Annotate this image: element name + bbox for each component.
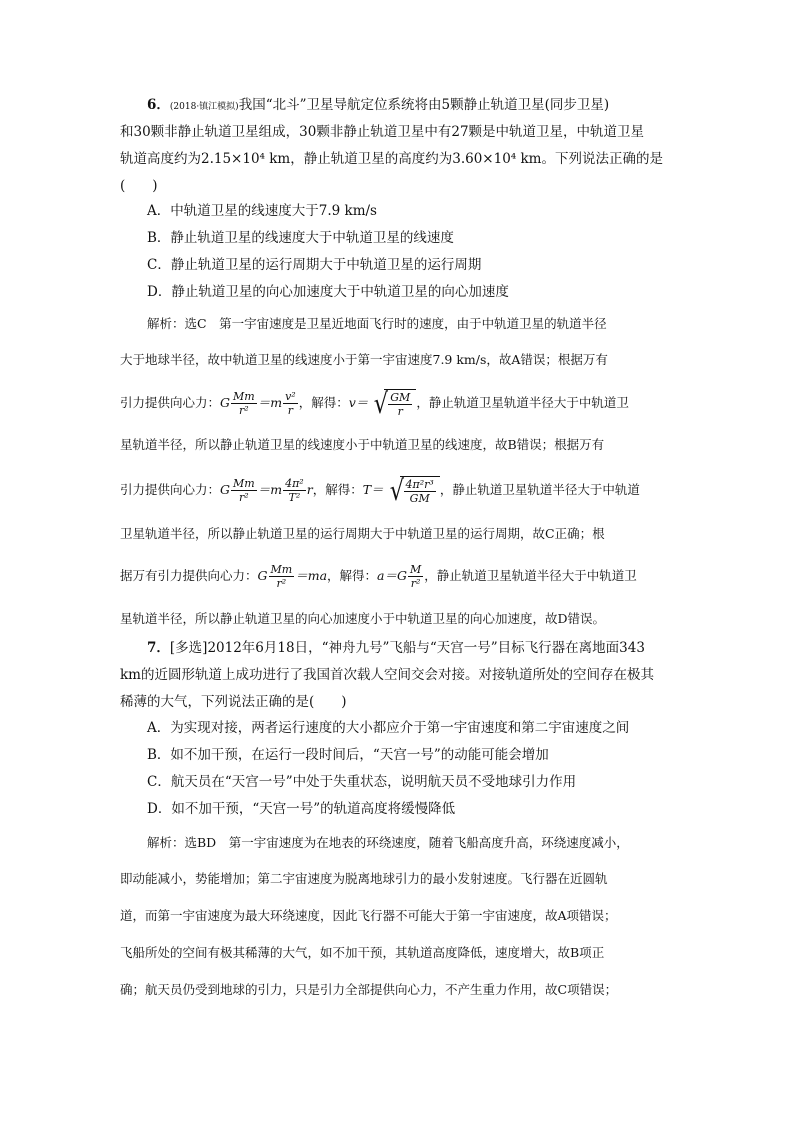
analysis-6-line-5c: ，静止轨道卫星轨道半径大于中轨道 [439, 482, 640, 497]
question-6-line-1 [120, 92, 678, 119]
question-6-text-1: 我国“北斗”卫星导航定位系统将由5颗静止轨道卫星(同步卫星) [238, 97, 610, 113]
question-7-stem [120, 635, 678, 716]
analysis-6-line-5 [120, 474, 640, 507]
analysis-6-line-3b: ，解得： [298, 395, 349, 410]
question-7-option-b: B．如不加干预，在运行一段时间后，“天宫一号”的动能可能会增加 [147, 747, 549, 763]
formula-velocity: v＝ √ $\frac{GM}{r}$ [349, 395, 417, 410]
question-6-line-2: 和30颗非静止轨道卫星组成，30颗非静止轨道卫星中有27颗是中轨道卫星，中轨道卫星 [120, 124, 645, 140]
analysis-7-line-2: 即动能减小，势能增加；第二宇宙速度为脱离地球引力的最小发射速度。飞行器在近圆轨 [120, 871, 608, 886]
analysis-6-line-2: 大于地球半径，故中轨道卫星的线速度小于第一宇宙速度7.9 km/s，故A错误；根据万有 [120, 352, 608, 367]
analysis-6-line-3c: ，静止轨道卫星轨道半径大于中轨道卫 [416, 395, 629, 410]
formula-acceleration: a＝G $\frac{M}{\text{r²}}$ [377, 563, 422, 590]
analysis-7-line-4: 飞船所处的空间有极其稀薄的大气，如不加干预，其轨道高度降低，速度增大，故B项正 [120, 945, 605, 960]
analysis-6-line-5a: 引力提供向心力： [120, 482, 221, 497]
question-7-tag: [多选] [169, 640, 208, 656]
analysis-7-line-1: 解析：选BD 第一宇宙速度为在地表的环绕速度，随着飞船高度升高，环绕速度减小， [147, 835, 629, 850]
question-6-number: 6． [147, 97, 170, 113]
formula-gravity-velocity: G $\frac{Mm}{\text{r²}}$ ＝m $\frac{\text{v²}}{r}$ [220, 390, 296, 417]
analysis-6-line-3a: 引力提供向心力： [120, 395, 221, 410]
analysis-7-line-5: 确；航天员仍受到地球的引力，只是引力全部提供向心力，不产生重力作用，故C项错误； [120, 982, 618, 997]
question-6-line-4: ( ) [120, 178, 158, 194]
question-7-option-c: C．航天员在“天宫一号”中处于失重状态，说明航天员不受地球引力作用 [147, 774, 577, 790]
analysis-6-line-7c: ，静止轨道卫星轨道半径大于中轨道卫 [424, 568, 637, 583]
question-6-line-3: 轨道高度约为2.15×10⁴ km，静止轨道卫星的高度约为3.60×10⁴ km。下列说法正确的是 [120, 151, 663, 167]
analysis-6-line-4: 星轨道半径，所以静止轨道卫星的线速度小于中轨道卫星的线速度，故B错误；根据万有 [120, 437, 605, 452]
formula-gravity-acceleration: G $\frac{Mm}{\text{r²}}$ ＝ma [257, 563, 328, 590]
question-6-source: (2018·镇江模拟) [169, 102, 239, 112]
question-7-option-a: A．为实现对接，两者运行速度的大小都应介于第一宇宙速度和第二宇宙速度之间 [147, 720, 630, 736]
question-7-line-1 [120, 635, 678, 662]
formula-period: T＝ √ $\frac{\text{4π²r³}}{GM}$ [363, 482, 440, 497]
analysis-6-line-5b: ，解得： [312, 482, 363, 497]
question-7-line-3: 稀薄的大气，下列说法正确的是( ) [120, 694, 347, 710]
analysis-6-line-7a: 据万有引力提供向心力： [120, 568, 258, 583]
analysis-6-line-7b: ，解得： [327, 568, 378, 583]
question-7-option-d: D．如不加干预，“天宫一号”的轨道高度将缓慢降低 [147, 801, 456, 817]
analysis-6-line-8: 星轨道半径，所以静止轨道卫星的向心加速度小于中轨道卫星的向心加速度，故D错误。 [120, 611, 606, 626]
question-6-option-d: D．静止轨道卫星的向心加速度大于中轨道卫星的向心加速度 [147, 284, 509, 300]
formula-gravity-period: G $\frac{Mm}{\text{r²}}$ ＝m $\frac{\text{4π²}}{\text{T²}}$ r [220, 477, 313, 504]
question-7-number: 7． [147, 640, 170, 656]
analysis-6-line-1: 解析：选C 第一宇宙速度是卫星近地面飞行时的速度，由于中轨道卫星的轨道半径 [147, 316, 607, 331]
analysis-6-line-7 [120, 562, 637, 590]
question-7-line-2: km的近圆形轨道上成功进行了我国首次载人空间交会对接。对接轨道所处的空间存在极其 [120, 667, 654, 683]
question-6-option-b: B．静止轨道卫星的线速度大于中轨道卫星的线速度 [147, 230, 454, 246]
question-6-stem [120, 92, 678, 200]
question-7-text-1: 2012年6月18日，“神舟九号”飞船与“天宫一号”目标飞行器在离地面343 [207, 640, 645, 656]
analysis-6-line-6: 卫星轨道半径，所以静止轨道卫星的运行周期大于中轨道卫星的运行周期，故C正确；根 [120, 526, 605, 541]
question-6-option-a: A．中轨道卫星的线速度大于7.9 km/s [147, 203, 377, 219]
question-6-option-c: C．静止轨道卫星的运行周期大于中轨道卫星的运行周期 [147, 257, 482, 273]
analysis-7-line-3: 道，而第一宇宙速度为最大环绕速度，因此飞行器不可能大于第一宇宙速度，故A项错误； [120, 908, 617, 923]
analysis-6-line-3 [120, 387, 629, 420]
